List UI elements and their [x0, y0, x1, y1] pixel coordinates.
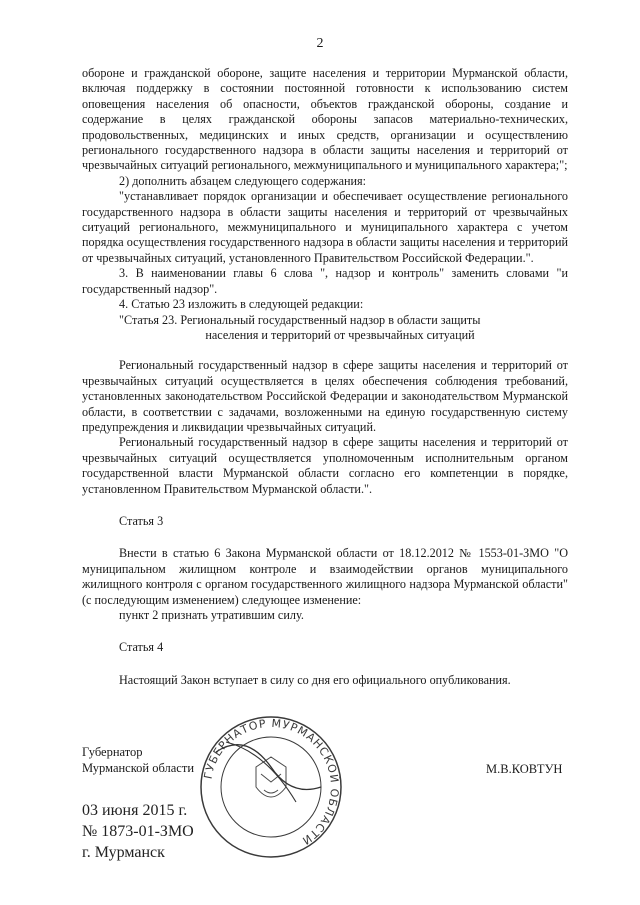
position-line-1: Губернатор [82, 745, 143, 759]
paragraph-8: Внести в статью 6 Закона Мурманской области от 18.12.2012 № 1553-01-ЗМО "О муниципальном жилищном контроле и взаимодействии органов муниципального жилищного контроля с органом государственного жилищного надзора Мурманской области" (с последующим изменением) следующее изменение: [82, 546, 568, 607]
paragraph-2: 2) дополнить абзацем следующего содержания: [119, 173, 367, 188]
paragraph-3: "устанавливает порядок организации и обеспечивает осуществление регионального государственного надзора в области защиты населения и территорий от чрезвычайных ситуаций регионального, межмуниципального и муниципального характера с учетом порядка осуществления государственного надзора в области защиты населения и территорий от чрезвычайных ситуаций, установленного Правительством Российской Федерации.". [82, 189, 568, 265]
article-4-heading: Статья 4 [119, 640, 164, 655]
law-city: г. Мурманск [82, 844, 165, 861]
article-3-heading: Статья 3 [119, 513, 164, 528]
paragraph-6: Региональный государственный надзор в сфере защиты населения и территорий от чрезвычайных ситуаций осуществляется в целях обеспечения соблюдения требований, установленных законодательством Российской Федерации и законодательством Мурманской области, в соответствии с задачами, возложенными на единую государственную систему предупреждения и ликвидации чрезвычайных ситуаций. [82, 358, 568, 434]
paragraph-1: обороне и гражданской обороне, защите населения и территории Мурманской области, включая поддержку в состоянии постоянной готовности к использованию систем оповещения населения об опасности, объектов гражданской обороны, создание и содержание в целях гражданской обороны запасов материально-технических, продовольственных, медицинских и иных средств, организации и осуществлению регионального государственного надзора в области защиты населения и территорий от чрезвычайных ситуаций регионального, межмуниципального и муниципального характера;"; [82, 66, 568, 173]
law-number: № 1873-01-ЗМО [82, 823, 194, 840]
paragraph-9: пункт 2 признать утратившим силу. [119, 608, 304, 622]
article-title-line-1: "Статья 23. Региональный государственный надзор в области защиты [119, 312, 481, 327]
position-line-2: Мурманской области [82, 761, 195, 775]
paragraph-5: 4. Статью 23 изложить в следующей редакции: [119, 297, 364, 312]
signatory-position [82, 744, 194, 776]
signatory-name: М.В.КОВТУН [486, 762, 563, 776]
law-date: 03 июня 2015 г. [82, 802, 188, 819]
paragraph-10: Настоящий Закон вступает в силу со дня его официального опубликования. [119, 672, 511, 687]
paragraph-4: 3. В наименовании главы 6 слова ", надзор и контроль" заменить словами "и государственный надзор". [82, 266, 568, 296]
svg-text:ГУБЕРНАТОР МУРМАНСКОЙ ОБЛАСТИ: ГУБЕРНАТОР МУРМАНСКОЙ ОБЛАСТИ [201, 716, 342, 848]
document-body [82, 66, 568, 688]
page-number: 2 [316, 36, 324, 51]
official-seal-icon [196, 712, 346, 862]
paragraph-7: Региональный государственный надзор в сфере защиты населения и территорий от чрезвычайных ситуаций осуществляется уполномоченным исполнительным органом государственной власти Мурманской области согласно его компетенции в порядке, установленном Правительством Мурманской области.". [82, 435, 568, 496]
handwritten-block [82, 800, 194, 863]
article-title-line-2: населения и территорий от чрезвычайных ситуаций [205, 327, 475, 342]
